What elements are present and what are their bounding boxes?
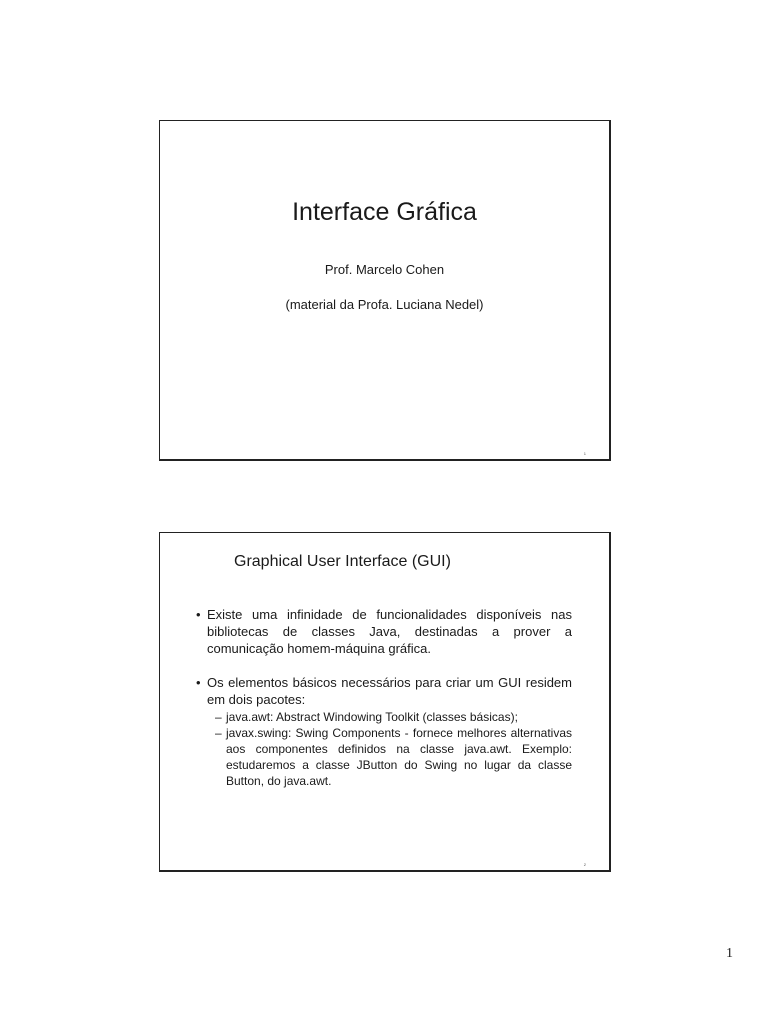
slide-author: Prof. Marcelo Cohen (324, 262, 445, 277)
page-number: 1 (726, 946, 733, 961)
slide-number: 2 (583, 862, 586, 867)
sub-list (207, 709, 572, 789)
sub-item (207, 725, 572, 789)
bullet-item (196, 674, 572, 789)
bullet-item (196, 606, 572, 657)
bullet-marker: • (196, 607, 201, 622)
sub-item-text: java.awt: Abstract Windowing Toolkit (classes básicas); (226, 710, 518, 724)
bullet-text: Existe uma infinidade de funcionalidades disponíveis nas bibliotecas de classes Java, destinadas a prover a comunicação homem-máquina gráfica. (207, 607, 572, 656)
slide-credit: (material da Profa. Luciana Nedel) (285, 297, 484, 312)
slide-body (196, 606, 572, 789)
bullet-marker: • (196, 675, 201, 690)
slide-1 (159, 120, 611, 461)
sub-marker: – (215, 726, 222, 740)
sub-marker: – (215, 710, 222, 724)
slide-title: Interface Gráfica (292, 198, 477, 226)
sub-item (207, 709, 572, 725)
sub-item-text: javax.swing: Swing Components - fornece melhores alternativas aos componentes definidos na classe java.awt. Exemplo: estudaremos a classe JButton do Swing no lugar da classe Button, do java.awt. (226, 726, 572, 788)
slide-title: Graphical User Interface (GUI) (234, 553, 451, 570)
slide-2 (159, 532, 611, 872)
slide-number: 1 (583, 451, 586, 456)
bullet-text: Os elementos básicos necessários para criar um GUI residem em dois pacotes: (207, 675, 572, 707)
